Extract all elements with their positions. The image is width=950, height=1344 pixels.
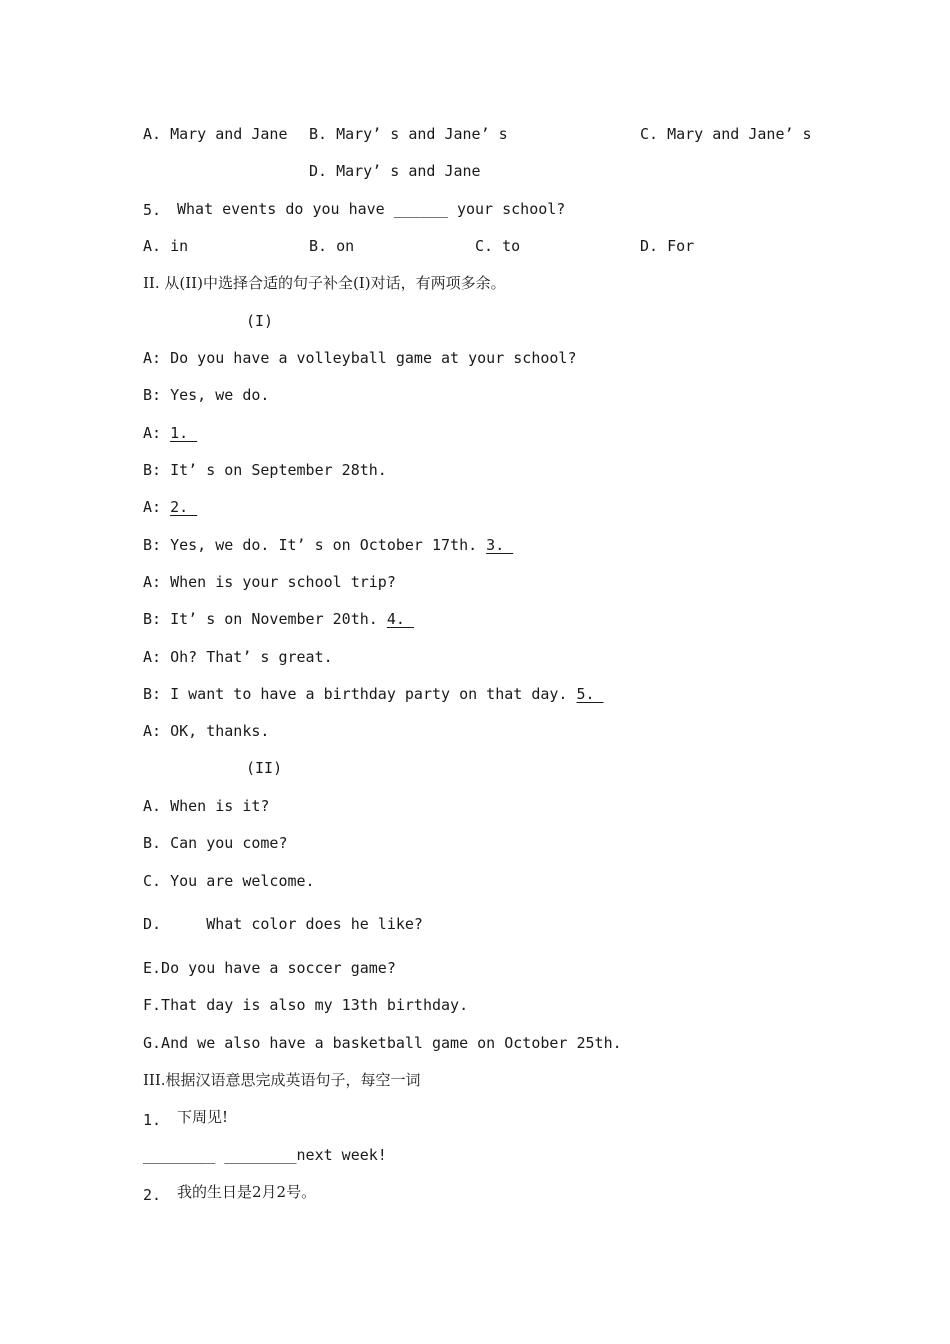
option-item: E.Do you have a soccer game? (143, 959, 396, 977)
section-3-title: III.根据汉语意思完成英语句子，每空一词 (143, 1071, 421, 1089)
dialogue-line: A: 1. (143, 424, 198, 442)
dialogue-line: A: When is your school trip? (143, 573, 396, 591)
dialogue-line: A: Oh? That’ s great. (143, 648, 333, 666)
q5-option-a: A. in (143, 237, 189, 255)
q4-option-d: D. Mary’ s and Jane (309, 162, 481, 180)
option-item: A. When is it? (143, 797, 270, 815)
dialogue-line: B: I want to have a birthday party on that day. 5. (143, 685, 604, 703)
answer-blank: 4. (386, 610, 414, 628)
dialogue-line: A: 2. (143, 498, 198, 516)
item-number: 1. (143, 1111, 162, 1129)
q5-stem: What events do you have ______ your school? (177, 200, 566, 218)
answer-blank: 3. (486, 536, 514, 554)
option-item: D. What color does he like? (143, 915, 423, 933)
dialogue-line: A: Do you have a volleyball game at your school? (143, 349, 577, 367)
item-chinese: 我的生日是2月2号。 (177, 1183, 317, 1201)
q5-option-c: C. to (475, 237, 521, 255)
option-item: B. Can you come? (143, 834, 288, 852)
dialogue-line: B: It’ s on September 28th. (143, 461, 387, 479)
q4-option-b: B. Mary’ s and Jane’ s (309, 125, 508, 143)
dialogue-line: B: Yes, we do. (143, 386, 270, 404)
answer-blank: 5. (576, 685, 604, 703)
q5-option-b: B. on (309, 237, 355, 255)
section-2-title: II. 从(II)中选择合适的句子补全(I)对话，有两项多余。 (143, 274, 506, 292)
q4-option-c: C. Mary and Jane’ s (640, 125, 812, 143)
option-item: G.And we also have a basketball game on October 25th. (143, 1034, 622, 1052)
section-2-part1-label: (I) (246, 312, 274, 330)
q4-option-a: A. Mary and Jane (143, 125, 288, 143)
section-2-part2-label: (II) (246, 759, 283, 777)
dialogue-line: B: Yes, we do. It’ s on October 17th. 3. (143, 536, 514, 554)
item-number: 2. (143, 1186, 162, 1204)
q5-option-d: D. For (640, 237, 695, 255)
dialogue-line: B: It’ s on November 20th. 4. (143, 610, 414, 628)
item-answer-line: ________ ________next week! (143, 1146, 387, 1164)
answer-blank: 1. (170, 424, 198, 442)
answer-blank: 2. (170, 498, 198, 516)
dialogue-line: A: OK, thanks. (143, 722, 270, 740)
option-item: F.That day is also my 13th birthday. (143, 996, 469, 1014)
q5-number: 5. (143, 201, 162, 219)
option-item: C. You are welcome. (143, 872, 315, 890)
item-chinese: 下周见! (177, 1108, 229, 1126)
